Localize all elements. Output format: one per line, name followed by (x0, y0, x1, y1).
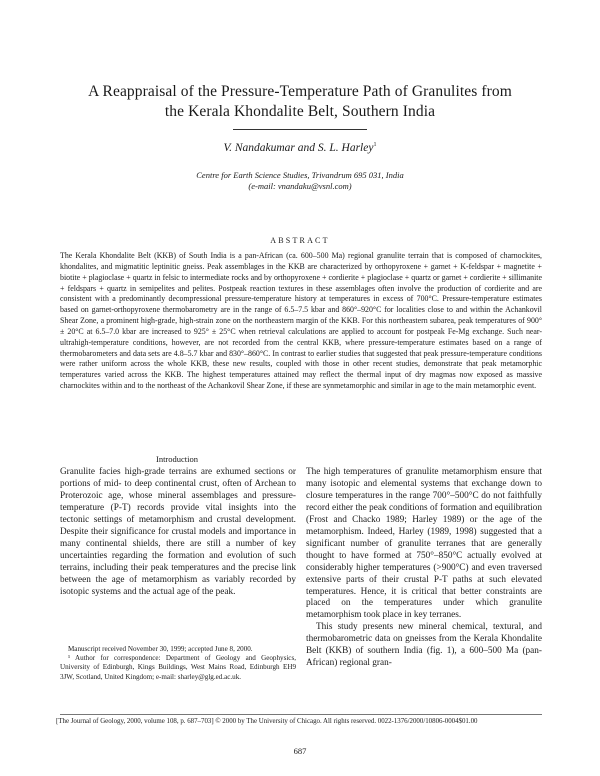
body-paragraph: Granulite facies high-grade terrains are exhumed sections or portions of mid- to deep continental crust, often of Archean to Proterozoic age, whose mineral assemblages and pressure-temperature (P-T) records provide vital insights into the tectonic settings of metamorphism and crustal development. Despite their significance for crustal models and importance in many continental shields, there are still a number of key uncertainties regarding the formation and evolution of such terrains, including their peak temperatures and the precise link between the age of metamorphism as variably recorded by isotopic systems and the actual age of the peak. (60, 467, 296, 597)
body-paragraph: The high temperatures of granulite metamorphism ensure that many isotopic and elemental systems that exchange down to closure temperatures in the range 700°–500°C do not faithfully record either the peak conditions of formation and equilibration (Frost and Chacko 1989; Harley 1989) or the age of the metamorphism. Indeed, Harley (1989, 1998) suggested that a significant number of granulite terranes that are generally thought to have formed at 750°–850°C actually evolved at considerably higher temperatures (>900°C) and even traversed extensive parts of their crustal P-T paths at such elevated temperatures. Hence, it is critical that better constraints are placed on the temperatures under which granulite metamorphism took place in key terranes. (306, 467, 542, 621)
introduction-heading: Introduction (155, 454, 199, 464)
abstract-heading: ABSTRACT (270, 236, 330, 245)
page-number: 687 (293, 746, 307, 756)
affiliation-email: (e-mail: vnandaku@vsnl.com) (248, 181, 352, 191)
journal-citation: [The Journal of Geology, 2000, volume 108, p. 687–703] © 2000 by The University of Chicago. All rights reserved. 0022-1376/2000/10806-0004$01.00 (56, 718, 478, 725)
body-paragraph: This study presents new mineral chemical, textural, and thermobarometric data on gneisses from the Kerala Khondalite Belt (KKB) of southern India (fig. 1), a 600–500 Ma (pan-African) regional gran- (306, 622, 542, 669)
author-footnote-mark: 1 (373, 142, 377, 149)
title-line-2: the Kerala Khondalite Belt, Southern India (164, 103, 436, 120)
title-line-1: A Reappraisal of the Pressure-Temperature Path of Granulites from (88, 83, 512, 100)
left-column (60, 467, 296, 598)
footer-divider (60, 714, 542, 715)
right-column (306, 467, 542, 670)
footnote-received: Manuscript received November 30, 1999; accepted June 8, 2000. (68, 645, 253, 653)
abstract-text: The Kerala Khondalite Belt (KKB) of South India is a pan-African (ca. 600–500 Ma) regional granulite terrain that is composed of charnockites, khondalites, and migmatitic leptinitic gneiss. Peak assemblages in the KKB are characterized by orthopyroxene + garnet + K-feldspar + magnetite + biotite + plagioclase + quartz in felsic to intermediate rocks and by orthopyroxene + cordierite + plagioclase + quartz or garnet + cordierite + sillimanite + feldspars + quartz in semipelites and pelites. Postpeak reaction textures in these assemblages often involve the production of cordierite and are consistent with a predominantly decompressional pressure-temperature history at temperatures in excess of 700°C. Pressure-temperature estimates based on garnet-orthopyroxene thermobarometry are in the range of 6.5–7.5 kbar and 860°–920°C for localities close to and within the Achankovil Shear Zone, a prominent high-grade, high-strain zone on the northeastern margin of the KKB. For this northeastern subarea, peak temperatures of 900° ± 20°C at 6.5–7.0 kbar are increased to 925° ± 25°C when retrieval calculations are applied to account for postpeak Fe-Mg exchange. Such near-ultrahigh-temperature conditions, however, are not recorded from the central KKB, where pressure-temperature estimates based on a range of thermobarometers and data sets are 4.8–5.7 kbar and 830°–860°C. In contrast to earlier studies that suggested that peak pressure-temperature conditions were rather uniform across the whole KKB, these new results, coupled with those in other recent studies, demonstrate that peak metamorphic temperatures varied across the KKB. The highest temperatures attained may reflect the thermal input of dry magmas now exposed as massive charnockites within and to the northeast of the Achankovil Shear Zone, if these are synmetamorphic and similar in age to the main metamorphic event. (60, 251, 542, 391)
author-names: V. Nandakumar and S. L. Harley (223, 142, 374, 154)
footnotes (60, 645, 296, 682)
paper-title (40, 82, 560, 122)
affiliation-institution: Centre for Earth Science Studies, Trivandrum 695 031, India (196, 170, 404, 180)
author-affiliation (40, 170, 560, 192)
title-divider (233, 129, 367, 130)
footnote-correspondence: ¹ Author for correspondence: Department of Geology and Geophysics, University of Edinburgh, Kings Buildings, West Mains Road, Edinburgh EH9 3JW, Scotland, United Kingdom; e-mail: sharley@glg.ed.ac.uk. (60, 654, 296, 681)
author-list (40, 142, 560, 154)
